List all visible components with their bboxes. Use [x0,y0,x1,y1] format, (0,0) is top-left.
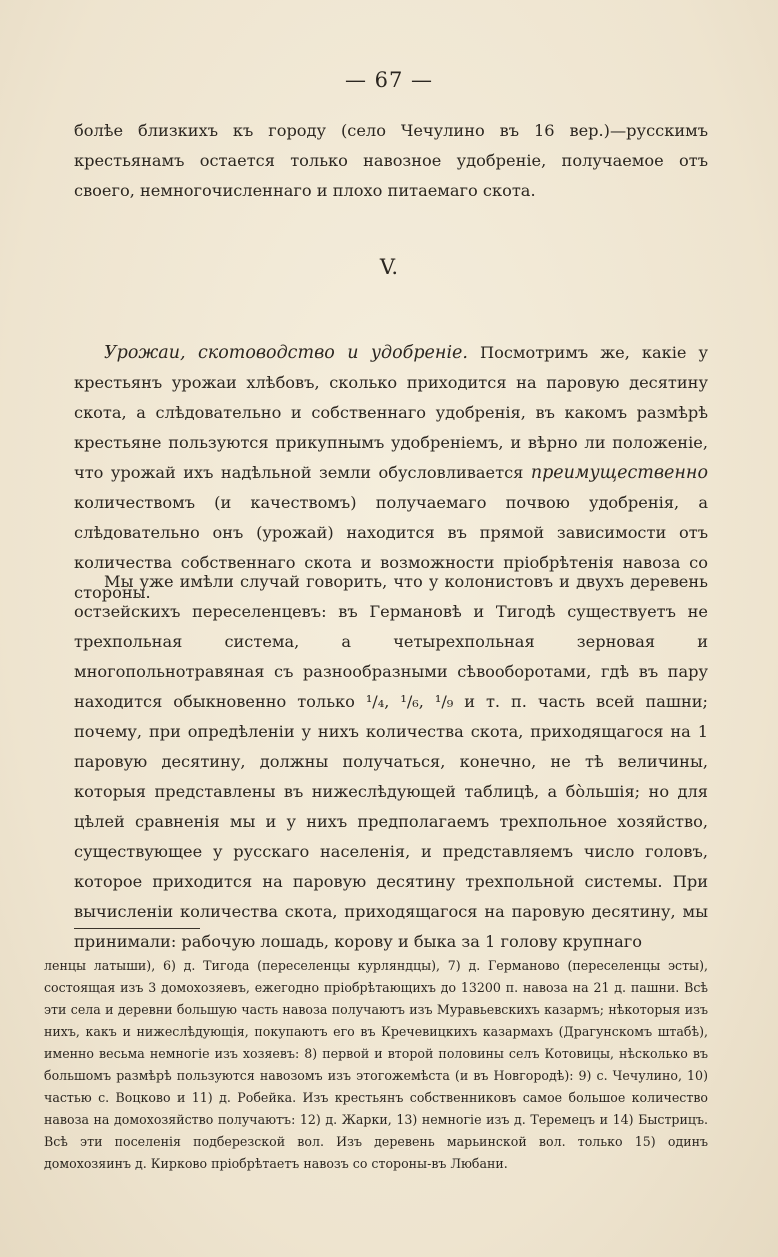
footnote-divider [74,928,200,929]
paragraph-continuation [74,116,708,206]
paragraph-2-text-b: количествомъ (и качествомъ) получаемаго почвою удобренія, а слѣдовательно онъ (урожай) находится въ прямой зависимости отъ количества собственнаго скота и возможности пріобрѣтенія навоза со стороны. [74,493,708,602]
paragraph-2-emphasis: преимущественно [530,463,708,483]
paragraph-2-text-a: Посмотримъ же, какіе у крестьянъ урожаи хлѣбовъ, сколько приходится на паровую десятину скота, а слѣдовательно и собственнаго удобренія, въ какомъ размѣрѣ крестьяне пользуются прикупнымъ удобреніемъ, и вѣрно ли положеніе, что урожай ихъ надѣльной земли обусловливается [74,343,708,482]
footnote-text: ленцы латыши), 6) д. Тигода (переселенцы курляндцы), 7) д. Германово (переселенцы эсты), состоящая изъ 3 домохозяевъ, ежегодно пріобрѣтающихъ до 13200 п. навоза на 21 д. пашни. Всѣ эти села и деревни большую часть навоза получаютъ изъ Муравьевскихъ казармъ; нѣкоторыя изъ нихъ, какъ и нижеслѣдующія, покупаютъ его въ Кречевицкихъ казармахъ (Драгунскомъ штабѣ), именно весьма немногіе изъ хозяевъ: 8) первой и второй половины селъ Котовицы, нѣсколько въ большомъ размѣрѣ пользуются навозомъ изъ этогожемѣста (и въ Новгородѣ): 9) с. Чечулино, 10) частью с. Воцково и 11) д. Робейка. Изъ крестьянъ собственниковъ самое большое количество навоза на домохозяйство получаютъ: 12) д. Жарки, 13) немногіе изъ д. Теремецъ и 14) Быстрицъ. Всѣ эти поселенія подберезской вол. Изъ деревень марьинской вол. только 15) одинъ домохозяинъ д. Кирково пріобрѣтаетъ навозъ со стороны-въ Любани. [44,958,708,1171]
paragraph-3-text: Мы уже имѣли случай говорить, что у колонистовъ и двухъ деревень остзейскихъ переселенцевъ: въ Германовѣ и Тигодѣ существуетъ не трехпольная система, а четырехпольная зерновая и многопольнотравяная съ разнообразными сѣвооборотами, гдѣ въ пару находится обыкновенно только ¹/₄, ¹/₆, ¹/₉ и т. п. часть всей пашни; почему, при опредѣленіи у нихъ количества скота, приходящагося на 1 паровую десятину, должны получаться, конечно, не тѣ величины, которыя представлены въ нижеслѣдующей таблицѣ, а бо̀льшія; но для цѣлей сравненія мы и у нихъ предполагаемъ трехпольное хозяйство, существующее у русскаго населенія, и представляемъ число головъ, которое приходится на паровую десятину трехпольной системы. При вычисленіи количества скота, приходящагося на паровую десятину, мы принимали: рабочую лошадь, корову и быка за 1 голову крупнаго [74,572,708,951]
page-number: — 67 — [344,68,434,92]
paragraph-3 [74,567,708,957]
paragraph-2-heading: Урожаи, скотоводство и удобреніе. [104,343,468,363]
section-heading: V. [379,255,399,279]
paragraph-1-text: болѣе близкихъ къ городу (село Чечулино въ 16 вер.)—русскимъ крестьянамъ остается только навозное удобреніе, получаемое отъ своего, немногочисленнаго и плохо питаемаго скота. [74,121,708,200]
